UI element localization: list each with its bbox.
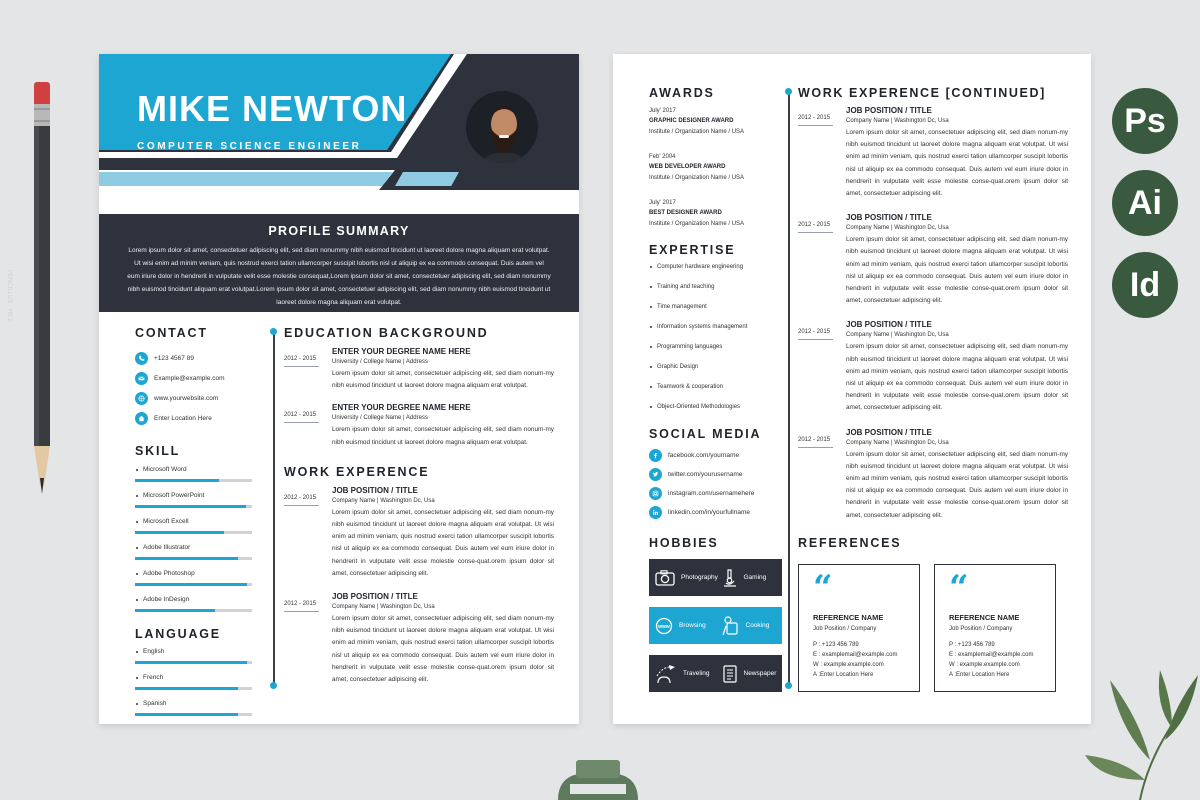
expertise-title: EXPERTISE [649,243,736,257]
left-column [649,86,789,692]
skill-label: Microsoft Excell [135,518,255,525]
language-label: English [135,648,255,655]
skill-title: SKILL [135,444,181,458]
skill-label: Microsoft PowerPoint [135,492,255,499]
home-icon [135,412,148,425]
skill-level-bar [135,557,252,560]
phone-icon [135,352,148,365]
skill-level-bar [135,479,252,482]
summary-text: Lorem ipsum dolor sit amet, consectetuer adipiscing elit, sed diam nonummy nibh euismod tincidunt ut laoreet dolore magna aliquam erat volutpat. Ut wisi enim ad minim veniam, quis nostrud exerci tation ullamcorper suscipit lobortis nisl ut aliquip ex ea commodo consequat. Duis autem vel eum iriure dolor in hendrerit in vulputate velit esse molestie consequat,Lorem ipsum dolor sit amet, consectetuer adipiscing elit, sed diam nonummy nibh euismod tincidunt aliquam erat volutpat.Lorem ipsum dolor sit amet, consectetuer adipiscing elit, sed diam nonummy nibh euismod tincidunt ut laoreet dolore magna aliquam erat volutpat. [127,247,551,306]
language-level-fill [135,661,247,664]
skill-level-bar [135,531,252,534]
newspaper-icon [722,665,738,683]
mail-icon [135,372,148,385]
skill-level-fill [135,505,246,508]
skill-level-fill [135,479,219,482]
language-level-fill [135,687,238,690]
plant-illustration [1080,660,1200,800]
www-icon [655,617,673,635]
candidate-name: MIKE NEWTON [137,88,408,129]
education-entry: 2012 - 2015 ENTER YOUR DEGREE NAME HERE University / College Name | Address Lorem ipsum dolor sit amet, consectetuer adipiscing elit, sed diam nonum-my nibh euismod tincidunt ut laoreet dolore magna aliquam erat volutpat. [284,347,554,390]
skill-item [135,596,255,612]
hobby-row [649,607,782,644]
contact-title: CONTACT [135,326,208,340]
hobby-row [649,559,782,596]
expertise-item: Object-Oriented Methodologies [649,403,789,423]
skill-level-fill [135,609,215,612]
reference-list [798,564,1068,692]
hobby-row [649,655,782,692]
stamp-illustration [538,760,658,800]
reference-card: “ REFERENCE NAME Job Position / Company P : +123 456 789 E : examplemail@example.com W : example.example.com A :Enter Location Here [798,564,920,692]
award-list [649,108,789,227]
pencil-label: PENCILLUS · HB 2 [6,270,12,323]
skill-label: Adobe Photoshop [135,570,255,577]
hobby-cooking: Cooking [716,607,783,644]
language-item [135,674,255,690]
hobby-traveling: Traveling [649,655,716,692]
language-item [135,700,255,716]
timeline-dot [785,88,792,95]
timeline-line [788,92,790,686]
education-title: EDUCATION BACKGROUND [284,326,489,340]
work-entry: 2012 - 2015 JOB POSITION / TITLE Company Name | Washington Dc, Usa Lorem ipsum dolor sit amet, consectetuer adipiscing elit, sed diam nonum-my nibh euismod tincidunt ut laoreet dolore magna aliquam erat volutpat. Ut wisi enim ad minim veniam, quis nostrud exerci tation ullamcorper suscipit lobortis nisl ut aliquip ex ea commodo consequat. Duis autem vel eum iriure dolor in hendrerit in vulputate velit esse molestie conse-quat.orem ipsum dolor sit amet, consectetuer adipiscing elit. [798,320,1068,412]
social-twitter[interactable]: twitter.com/yourusername [649,465,789,484]
social-instagram[interactable]: instagram.com/usernamehere [649,484,789,503]
profile-photo [464,89,540,165]
timeline-dot [270,328,277,335]
right-column [798,86,1068,692]
award-item: July' 2017 GRAPHIC DESIGNER AWARD Institute / Organization Name / USA [649,108,745,135]
skill-label: Adobe InDesign [135,596,255,603]
contact-website: www.yourwebsite.com [135,388,255,408]
contact-location: Enter Location Here [135,408,255,428]
language-level-fill [135,713,238,716]
expertise-item: Graphic Design [649,363,789,383]
references-title: REFERENCES [798,535,902,550]
language-level-bar [135,661,252,664]
timeline-dot [270,682,277,689]
work-title: WORK EXPERENCE [284,464,430,479]
skill-level-bar [135,505,252,508]
svg-text:www: www [658,623,670,630]
quote-icon: “ [813,567,833,608]
language-item [135,648,255,664]
hobby-newspaper: Newspaper [716,655,783,692]
contact-phone: +123 4567 89 [135,348,255,368]
skill-label: Adobe Illustrator [135,544,255,551]
awards-title: AWARDS [649,86,715,100]
language-title: LANGUAGE [135,627,221,641]
expertise-list [649,263,789,423]
hobby-browsing: www Browsing [649,607,716,644]
resume-header [99,54,579,214]
globe-icon [135,392,148,405]
indesign-badge: Id [1112,252,1178,318]
contact-list [135,348,255,428]
skill-item [135,518,255,534]
skill-level-fill [135,531,224,534]
work-continued-title: WORK EXPERENCE [CONTINUED] [798,86,1046,100]
facebook-icon [649,449,662,462]
language-level-bar [135,713,252,716]
instagram-icon [649,487,662,500]
expertise-item: Computer hardware engineering [649,263,789,283]
work-entry: 2012 - 2015 JOB POSITION / TITLE Company Name | Washington Dc, Usa Lorem ipsum dolor sit amet, consectetuer adipiscing elit, sed diam nonum-my nibh euismod tincidunt ut laoreet dolore magna aliquam erat volutpat. Ut wisi enim ad minim veniam, quis nostrud exerci tation ullamcorper suscipit lobortis nisl ut aliquip ex ea commodo consequat. Duis autem vel eum iriure dolor in hendrerit in vulputate velit esse molestie conse-quat.orem ipsum dolor sit amet, consectetuer adipiscing elit. [798,213,1068,305]
skill-item [135,570,255,586]
language-label: Spanish [135,700,255,707]
candidate-role: COMPUTER SCIENCE ENGINEER [137,141,362,152]
hobby-list [649,559,789,692]
education-entry: 2012 - 2015 ENTER YOUR DEGREE NAME HERE University / College Name | Address Lorem ipsum dolor sit amet, consectetuer adipiscing elit, sed diam nonum-my nibh euismod tincidunt ut laoreet dolore magna aliquam erat volutpat. [284,403,554,446]
expertise-item: Time management [649,303,789,323]
expertise-item: Teamwork & cooperation [649,383,789,403]
resume-page-2 [613,54,1091,724]
resume-page-1 [99,54,579,724]
social-title: SOCIAL MEDIA [649,427,762,441]
right-column [284,326,554,686]
left-column [135,326,255,716]
plane-icon [655,664,677,684]
hobby-gaming: Gaming [716,559,783,596]
hobbies-title: HOBBIES [649,536,719,550]
timeline-dot [785,682,792,689]
skill-label: Microsoft Word [135,466,255,473]
quote-icon: “ [949,567,969,608]
social-list [649,446,789,522]
skill-level-bar [135,609,252,612]
expertise-item: Training and teaching [649,283,789,303]
expertise-item: Information systems management [649,323,789,343]
social-facebook[interactable]: facebook.com/yourname [649,446,789,465]
award-item: July' 2017 BEST DESIGNER AWARD Institute / Organization Name / USA [649,200,745,227]
profile-summary [99,214,579,312]
camera-icon [655,570,675,586]
skill-level-fill [135,583,247,586]
work-entry: 2012 - 2015 JOB POSITION / TITLE Company Name | Washington Dc, Usa Lorem ipsum dolor sit amet, consectetuer adipiscing elit, sed diam nonum-my nibh euismod tincidunt ut laoreet dolore magna aliquam erat volutpat. Ut wisi enim ad minim veniam, quis nostrud exerci tation ullamcorper suscipit lobortis nisl ut aliquip ex ea commodo consequat. Duis autem vel eum iriure dolor in hendrerit in vulputate velit esse molestie conse-quat.orem ipsum dolor sit amet, consectetuer adipiscing elit. [798,106,1068,198]
language-level-bar [135,687,252,690]
work-entry: 2012 - 2015 JOB POSITION / TITLE Company Name | Washington Dc, Usa Lorem ipsum dolor sit amet, consectetuer adipiscing elit, sed diam nonum-my nibh euismod tincidunt ut laoreet dolore magna aliquam erat volutpat. Ut wisi enim ad minim veniam, quis nostrud exerci tation ullamcorper suscipit lobortis nisl ut aliquip ex ea commodo consequat. Duis autem vel eum iriure dolor in hendrerit in vulputate velit esse molestie conse-quat.orem ipsum dolor sit amet, consectetuer adipiscing elit. [284,485,554,577]
twitter-icon [649,468,662,481]
skill-item [135,492,255,508]
skill-level-bar [135,583,252,586]
hobby-photography: Photography [649,559,716,596]
photoshop-badge: Ps [1112,88,1178,154]
illustrator-badge: Ai [1112,170,1178,236]
expertise-item: Programming languages [649,343,789,363]
contact-email: Example@example.com [135,368,255,388]
summary-title: PROFILE SUMMARY [268,224,410,238]
reference-card: “ REFERENCE NAME Job Position / Company P : +123 456 789 E : examplemail@example.com W : example.example.com A :Enter Location Here [934,564,1056,692]
linkedin-icon [649,506,662,519]
social-linkedin[interactable]: linkedin.com/in/yourfullname [649,503,789,522]
skill-item [135,466,255,482]
microscope-icon [722,569,738,587]
award-item: Feb' 2004 WEB DEVELOPER AWARD Institute / Organization Name / USA [649,154,745,181]
skill-list [135,466,255,612]
work-entry: 2012 - 2015 JOB POSITION / TITLE Company Name | Washington Dc, Usa Lorem ipsum dolor sit amet, consectetuer adipiscing elit, sed diam nonum-my nibh euismod tincidunt ut laoreet dolore magna aliquam erat volutpat. Ut wisi enim ad minim veniam, quis nostrud exerci tation ullamcorper suscipit lobortis nisl ut aliquip ex ea commodo consequat. Duis autem vel eum iriure dolor in hendrerit in vulputate velit esse molestie conse-quat.orem ipsum dolor sit amet, consectetuer adipiscing elit. [284,592,554,684]
language-label: French [135,674,255,681]
work-entry: 2012 - 2015 JOB POSITION / TITLE Company Name | Washington Dc, Usa Lorem ipsum dolor sit amet, consectetuer adipiscing elit, sed diam nonum-my nibh euismod tincidunt ut laoreet dolore magna aliquam erat volutpat. Ut wisi enim ad minim veniam, quis nostrud exerci tation ullamcorper suscipit lobortis nisl ut aliquip ex ea commodo consequat. Duis autem vel eum iriure dolor in hendrerit in vulputate velit esse molestie conse-quat.orem ipsum dolor sit amet, consectetuer adipiscing elit. [798,427,1068,519]
skill-level-fill [135,557,238,560]
skill-item [135,544,255,560]
pencil-illustration [27,82,57,502]
language-list [135,648,255,716]
cooking-icon [722,616,740,636]
timeline-line [273,332,275,686]
